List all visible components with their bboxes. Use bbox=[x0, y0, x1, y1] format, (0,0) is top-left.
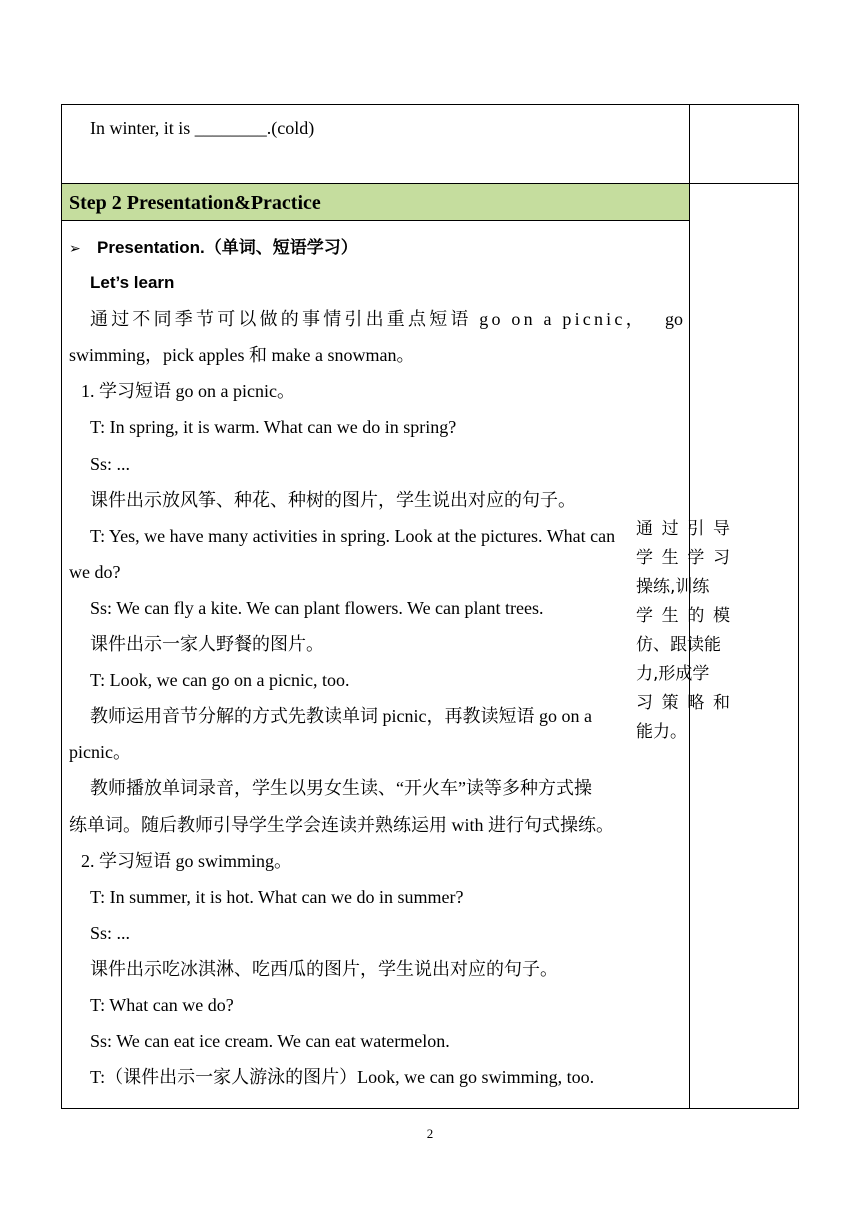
note-line bbox=[636, 602, 730, 631]
list-item: Ss: We can fly a kite. We can plant flowers. We can plant trees. bbox=[90, 597, 544, 618]
list-item: 课件出示放风筝、种花、种树的图片，学生说出对应的句子。 bbox=[90, 489, 576, 510]
note-line bbox=[636, 515, 730, 544]
note-line bbox=[636, 544, 730, 573]
list-item: 教师播放单词录音，学生以男女生读、“开火车”读等多种方式操 bbox=[90, 778, 592, 799]
note-char: 习 bbox=[636, 693, 653, 713]
note-char: 生 bbox=[661, 606, 679, 626]
lets-learn-heading: Let’s learn bbox=[90, 273, 175, 293]
note-char: 学 bbox=[636, 548, 653, 568]
list-item: we do? bbox=[69, 561, 121, 582]
text-fragment: 通过不同季节可以做的事情引出重点短语 go on a picnic， bbox=[90, 309, 647, 330]
list-item: Ss: ... bbox=[90, 922, 131, 943]
note-char: 生 bbox=[661, 548, 679, 568]
list-item: 2. 学习短语 go swimming。 bbox=[81, 850, 293, 871]
step-title: Step 2 Presentation&Practice bbox=[69, 192, 321, 214]
note-char: 模 bbox=[712, 606, 730, 626]
presentation-heading: Presentation.（单词、短语学习） bbox=[97, 238, 358, 257]
list-item: Ss: ... bbox=[90, 453, 131, 474]
step-content bbox=[69, 229, 683, 1095]
note-char: 和 bbox=[712, 693, 730, 713]
note-line bbox=[636, 689, 730, 718]
note-char: 学 bbox=[687, 548, 705, 568]
list-item: 课件出示一家人野餐的图片。 bbox=[90, 634, 324, 655]
list-item: 课件出示吃冰淇淋、吃西瓜的图片，学生说出对应的句子。 bbox=[90, 958, 558, 979]
design-intent-note bbox=[636, 515, 730, 747]
list-item: 练单词。随后教师引导学生学会连读并熟练运用 with 进行句式操练。 bbox=[69, 814, 614, 835]
note-char: 导 bbox=[712, 519, 730, 539]
note-char: 学 bbox=[636, 606, 653, 626]
note-char: 的 bbox=[687, 606, 705, 626]
text-fragment: go bbox=[665, 309, 683, 330]
list-item: T: Look, we can go on a picnic, too. bbox=[90, 670, 350, 691]
note-line: 能力。 bbox=[636, 722, 687, 742]
winter-exercise-text: In winter, it is ________.(cold) bbox=[90, 118, 315, 138]
note-char: 略 bbox=[687, 693, 705, 713]
list-item: T: In summer, it is hot. What can we do in summer? bbox=[90, 886, 464, 907]
note-line: 仿、跟读能 bbox=[636, 635, 721, 655]
page-number: 2 bbox=[426, 1126, 434, 1141]
note-char: 习 bbox=[712, 548, 730, 568]
list-item: swimming，pick apples 和 make a snowman。 bbox=[69, 345, 415, 366]
list-item: 1. 学习短语 go on a picnic。 bbox=[81, 381, 295, 402]
list-item: Ss: We can eat ice cream. We can eat watermelon. bbox=[90, 1031, 450, 1052]
list-item bbox=[69, 301, 683, 337]
list-item bbox=[69, 229, 683, 265]
note-char: 过 bbox=[661, 519, 679, 539]
list-item: T:（课件出示一家人游泳的图片）Look, we can go swimming, too. bbox=[90, 1067, 595, 1088]
list-item: 教师运用音节分解的方式先教读单词 picnic，再教读短语 go on a bbox=[90, 706, 592, 727]
list-item: T: Yes, we have many activities in spring. Look at the pictures. What can bbox=[90, 525, 616, 546]
note-char: 通 bbox=[636, 519, 653, 539]
list-item: T: In spring, it is warm. What can we do in spring? bbox=[90, 417, 457, 438]
list-item: picnic。 bbox=[69, 742, 131, 763]
note-line: 操练,训练 bbox=[636, 577, 710, 597]
step-header bbox=[62, 184, 689, 221]
list-item: T: What can we do? bbox=[90, 994, 234, 1015]
note-char: 引 bbox=[687, 519, 705, 539]
note-char: 策 bbox=[661, 693, 679, 713]
note-line: 力,形成学 bbox=[636, 664, 710, 684]
arrow-bullet-icon: ➢ bbox=[69, 242, 81, 257]
